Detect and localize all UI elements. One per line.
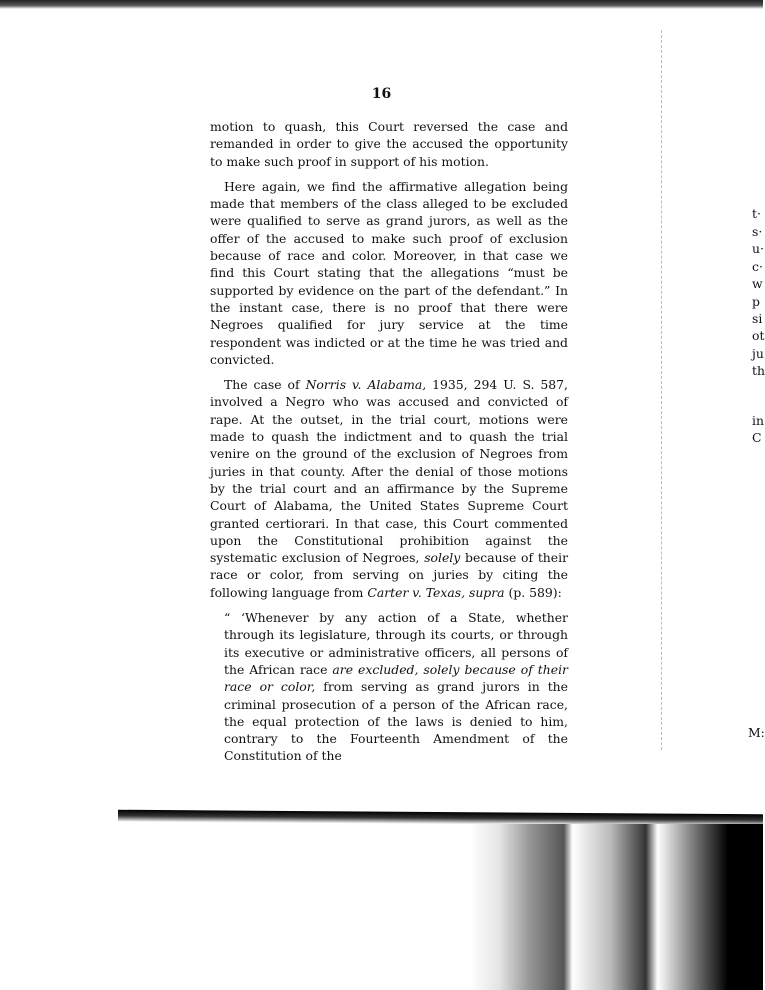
right-fragment: in <box>752 413 764 428</box>
paragraph-norris <box>210 376 568 601</box>
page-number: 16 <box>371 86 392 102</box>
right-fragment: u· <box>752 241 764 256</box>
norris-lead: The case of <box>224 377 306 393</box>
right-fragment: w <box>752 276 763 291</box>
page-gutter <box>661 30 664 750</box>
right-fragment: M: <box>748 725 765 740</box>
block-quote <box>224 609 568 765</box>
norris-body: 1935, 294 U. S. 587, involved a Negro who was accused and convicted of rape. At the outset, in the trial court, motions were made to quash the indictment and to quash the trial venire on the ground of the exclusion of Negroes from juries in that county. After the denial of those motions by the trial court and an affirmance by the Supreme Court of Alabama, the United States Supreme Court granted certiorari. In that case, this Court commented upon the Constitutional prohibition against the systematic exclusion of Negroes, <box>210 377 568 566</box>
text-column <box>210 118 568 773</box>
norris-body-2: because of their race or color, from serving on juries by citing the following language from <box>210 550 568 600</box>
right-fragment: t· <box>752 206 761 221</box>
right-fragment: ju <box>752 346 764 361</box>
paragraph-1: motion to quash, this Court reversed the case and remanded in order to give the accused the opportunity to make such proof in support of his motion. <box>210 119 568 169</box>
norris-tail: (p. 589): <box>504 584 562 600</box>
right-fragment: ot <box>752 328 765 343</box>
right-fragment: c· <box>752 259 763 274</box>
paragraph-2: Here again, we find the affirmative allegation being made that members of the class alleged to be excluded were qualified to serve as grand jurors, as well as the offer of the accused to make such proof of exclusion because of race and color. Moreover, in that case we find this Court stating that the allegations “must be supported by evidence on the part of the defendant.” In the instant case, there is no proof that there were Negroes qualified for jury service at the time respondent was indicted or at the time he was tried and convicted. <box>210 178 568 367</box>
right-fragment: th <box>752 363 765 378</box>
right-fragment: si <box>752 311 763 326</box>
case-citation-norris: Norris v. Alabama, <box>305 377 427 393</box>
case-citation-carter: Carter v. Texas, supra <box>367 584 505 600</box>
right-fragment: p <box>752 294 760 309</box>
quote-emphasis: are excluded, solely because of their race or color, <box>224 661 568 695</box>
right-fragment: C <box>752 430 762 445</box>
right-fragment: s· <box>752 224 763 239</box>
emphasis-solely: solely <box>424 550 461 566</box>
scan-top-edge <box>0 0 763 9</box>
scan-binding-shadow <box>470 824 763 990</box>
quote-part-b: from serving as grand jurors in the criminal prosecution of a person of the African race, the equal protection of the laws is denied to him, contrary to the Fourteenth Amendment of the Constitution of the <box>224 679 568 764</box>
quote-part-a: “ ‘Whenever by any action of a State, whether through its legislature, through its courts, or through its executive or administrative officers, all persons of the African race <box>224 610 568 677</box>
